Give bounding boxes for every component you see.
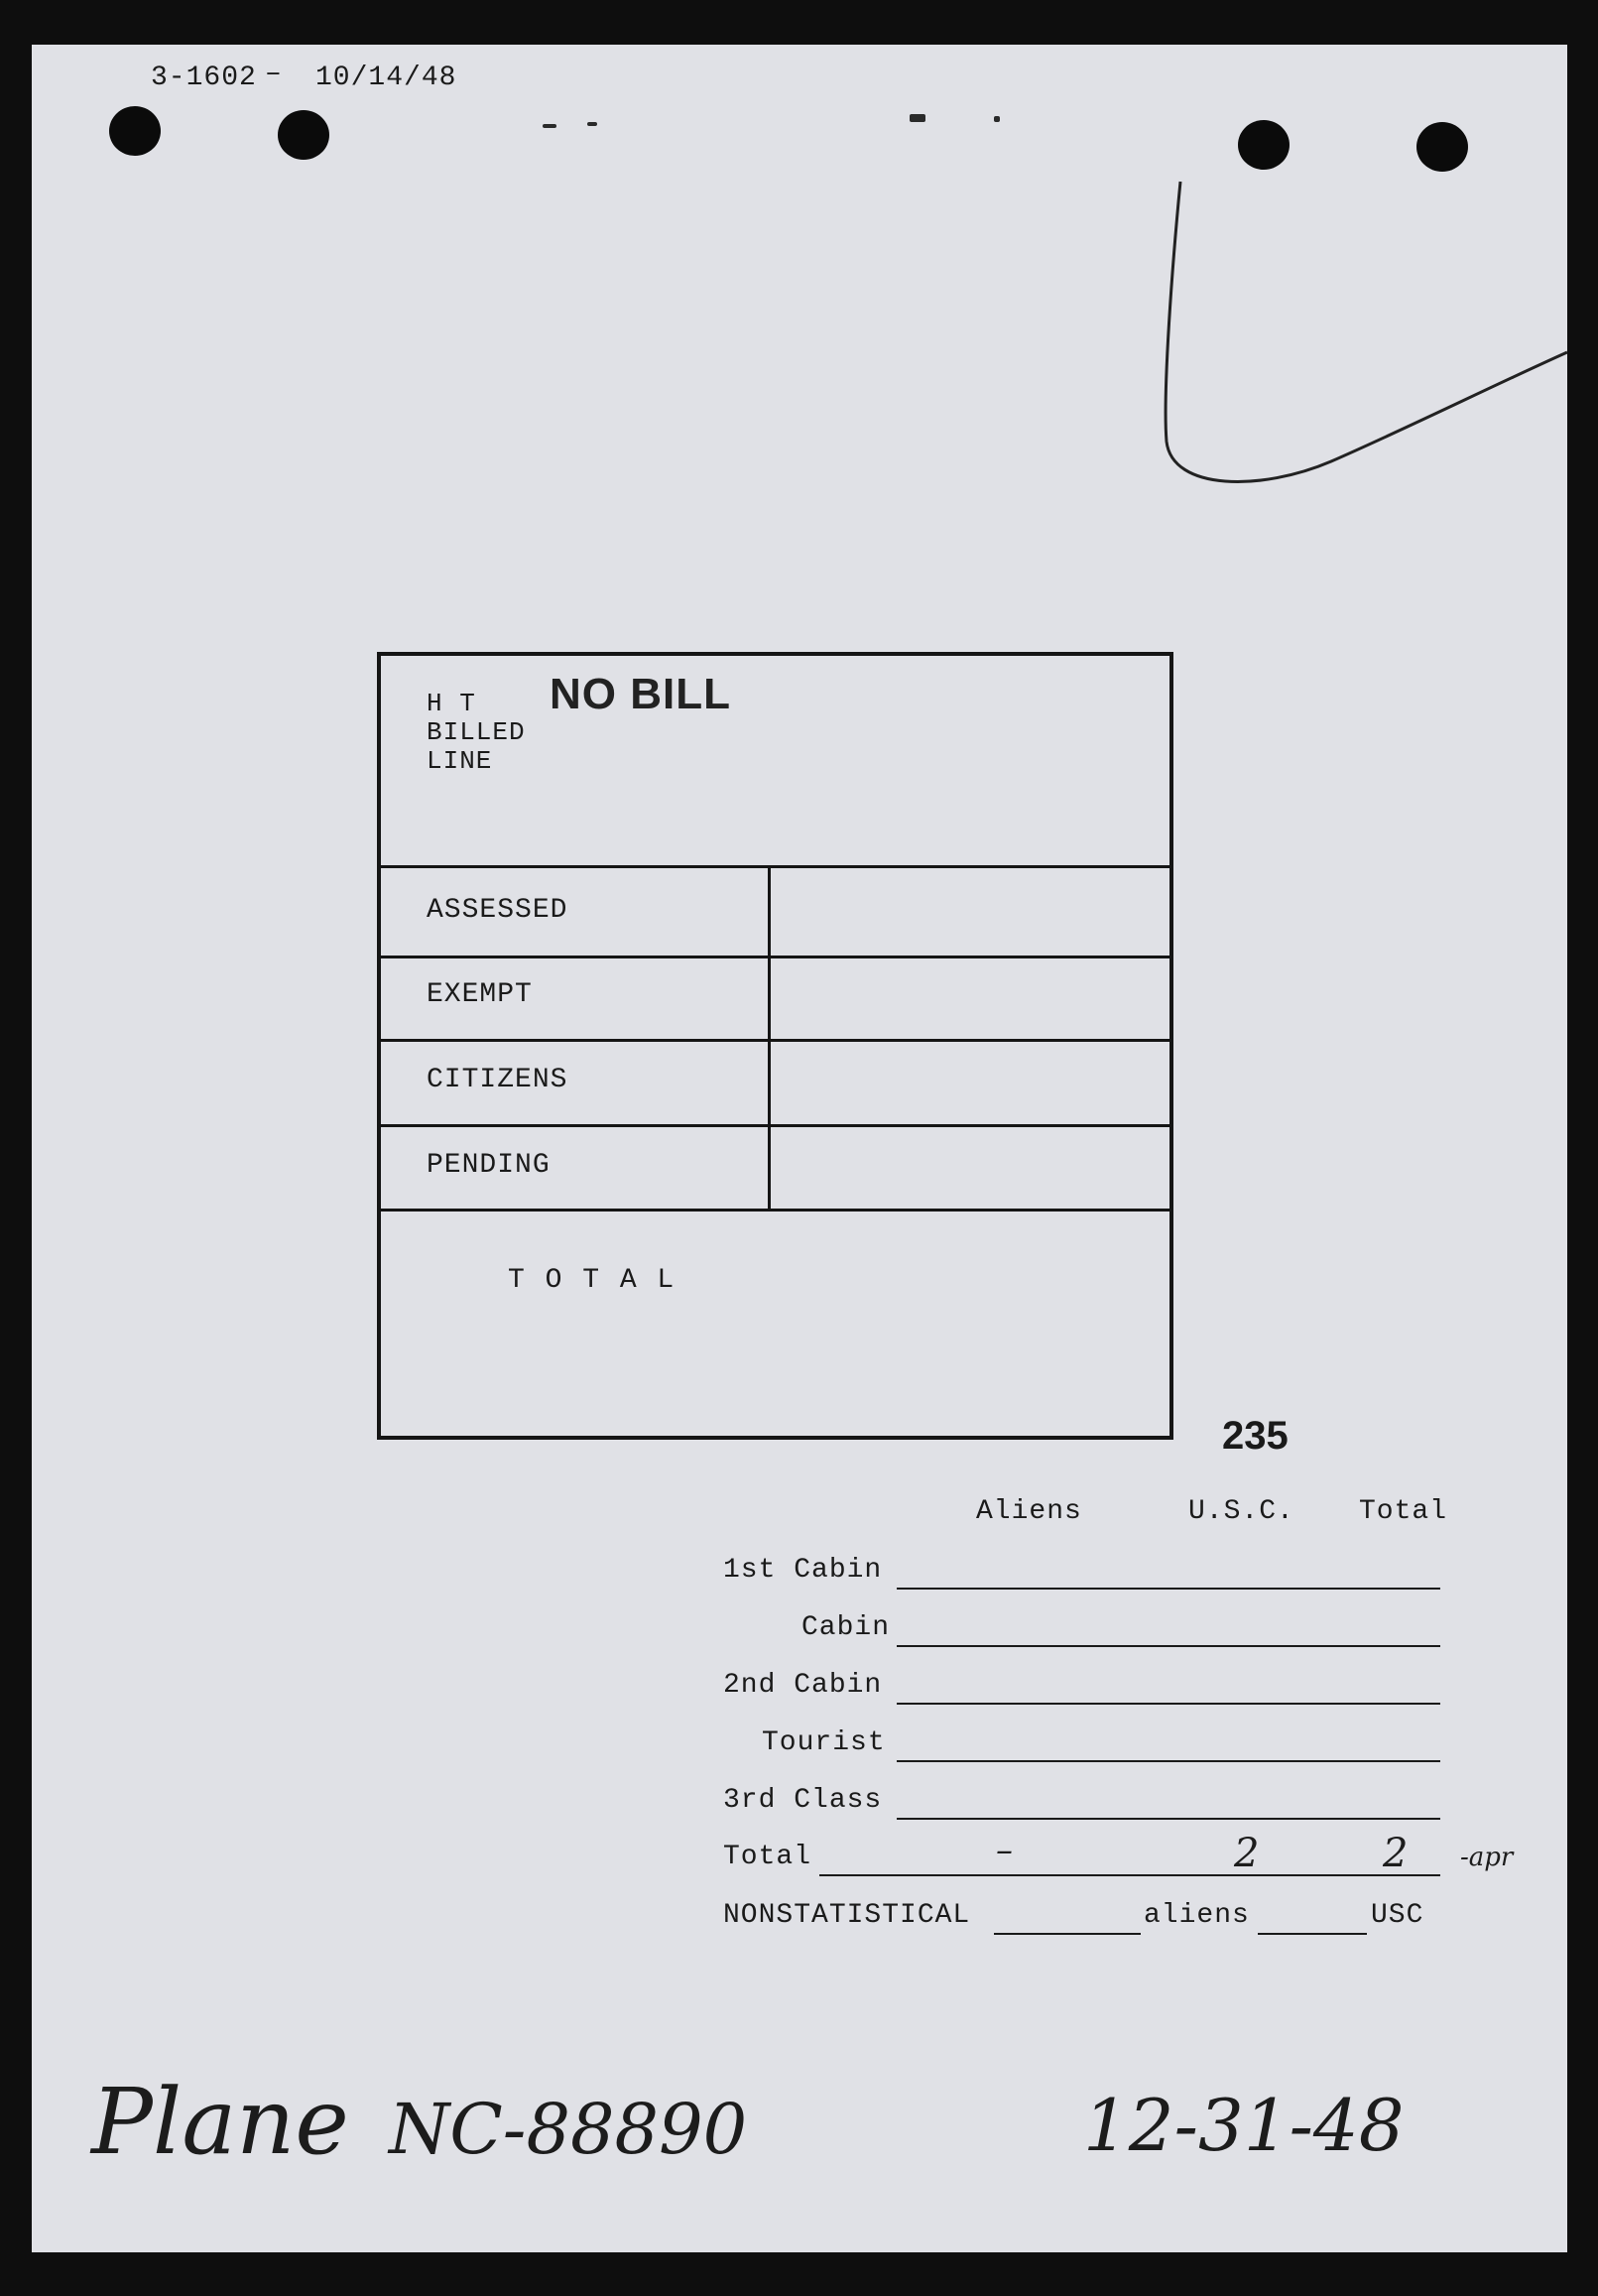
punch-hole-icon [1416,122,1468,172]
punch-hole-icon [109,106,161,156]
nonstatistical-usc-label: USC [1371,1900,1424,1931]
dash-mark: – [265,59,283,89]
box-border-top [377,652,1173,656]
row-label-assessed: ASSESSED [427,895,568,926]
row-label-citizens: CITIZENS [427,1065,568,1095]
total-usc-value: 2 [1234,1831,1260,1876]
form-number: 3-1602 [151,63,257,93]
speck [994,116,1000,122]
blank-line [897,1588,1440,1590]
total-note: -apr [1460,1843,1514,1872]
speck [910,114,925,122]
speck [587,122,597,126]
row-label-2nd-cabin: 2nd Cabin [723,1670,883,1701]
blank-line [1258,1933,1367,1935]
row-label-cabin: Cabin [801,1612,891,1643]
blank-line [994,1933,1141,1935]
line-label: LINE [427,746,493,776]
handwritten-plane-id: NC-88890 [389,2089,748,2170]
column-header-usc: U.S.C. [1188,1496,1294,1527]
box-border-right [1169,652,1173,1440]
row-divider [381,865,1171,868]
blank-line [897,1760,1440,1762]
box-border-left [377,652,381,1440]
blank-line [897,1645,1440,1647]
row-label-3rd-class: 3rd Class [723,1785,883,1816]
row-divider [381,1124,1171,1127]
column-header-total: Total [1359,1496,1448,1527]
form-date: 10/14/48 [315,63,457,93]
row-divider [381,956,1171,958]
handwritten-plane-word: Plane [91,2069,349,2175]
nonstatistical-aliens-label: aliens [1144,1900,1250,1931]
total-label: T O T A L [508,1265,676,1296]
row-divider [381,1039,1171,1042]
punch-hole-icon [278,110,329,160]
blank-line [897,1703,1440,1705]
row-label-exempt: EXEMPT [427,979,533,1010]
billed-label: BILLED [427,717,526,747]
row-label-1st-cabin: 1st Cabin [723,1555,883,1586]
column-divider [768,868,771,1209]
row-divider [381,1209,1171,1212]
no-bill-stamp: NO BILL [550,670,731,718]
total-total-value: 2 [1383,1831,1409,1876]
box-border-bottom [381,1436,1173,1440]
punch-hole-icon [1238,120,1290,170]
nonstatistical-label: NONSTATISTICAL [723,1900,971,1931]
page-number: 235 [1222,1414,1289,1458]
column-header-aliens: Aliens [976,1496,1082,1527]
pen-stroke-icon [1153,174,1569,551]
ht-label: H T [427,689,476,718]
blank-line [819,1874,1440,1876]
blank-line [897,1818,1440,1820]
speck [543,124,556,128]
handwritten-date: 12-31-48 [1083,2084,1405,2167]
row-label-tourist: Tourist [762,1727,886,1758]
document-page [32,45,1567,2252]
row-label-pending: PENDING [427,1150,551,1181]
total-aliens-value: – [996,1831,1013,1870]
row-label-total: Total [723,1842,812,1872]
